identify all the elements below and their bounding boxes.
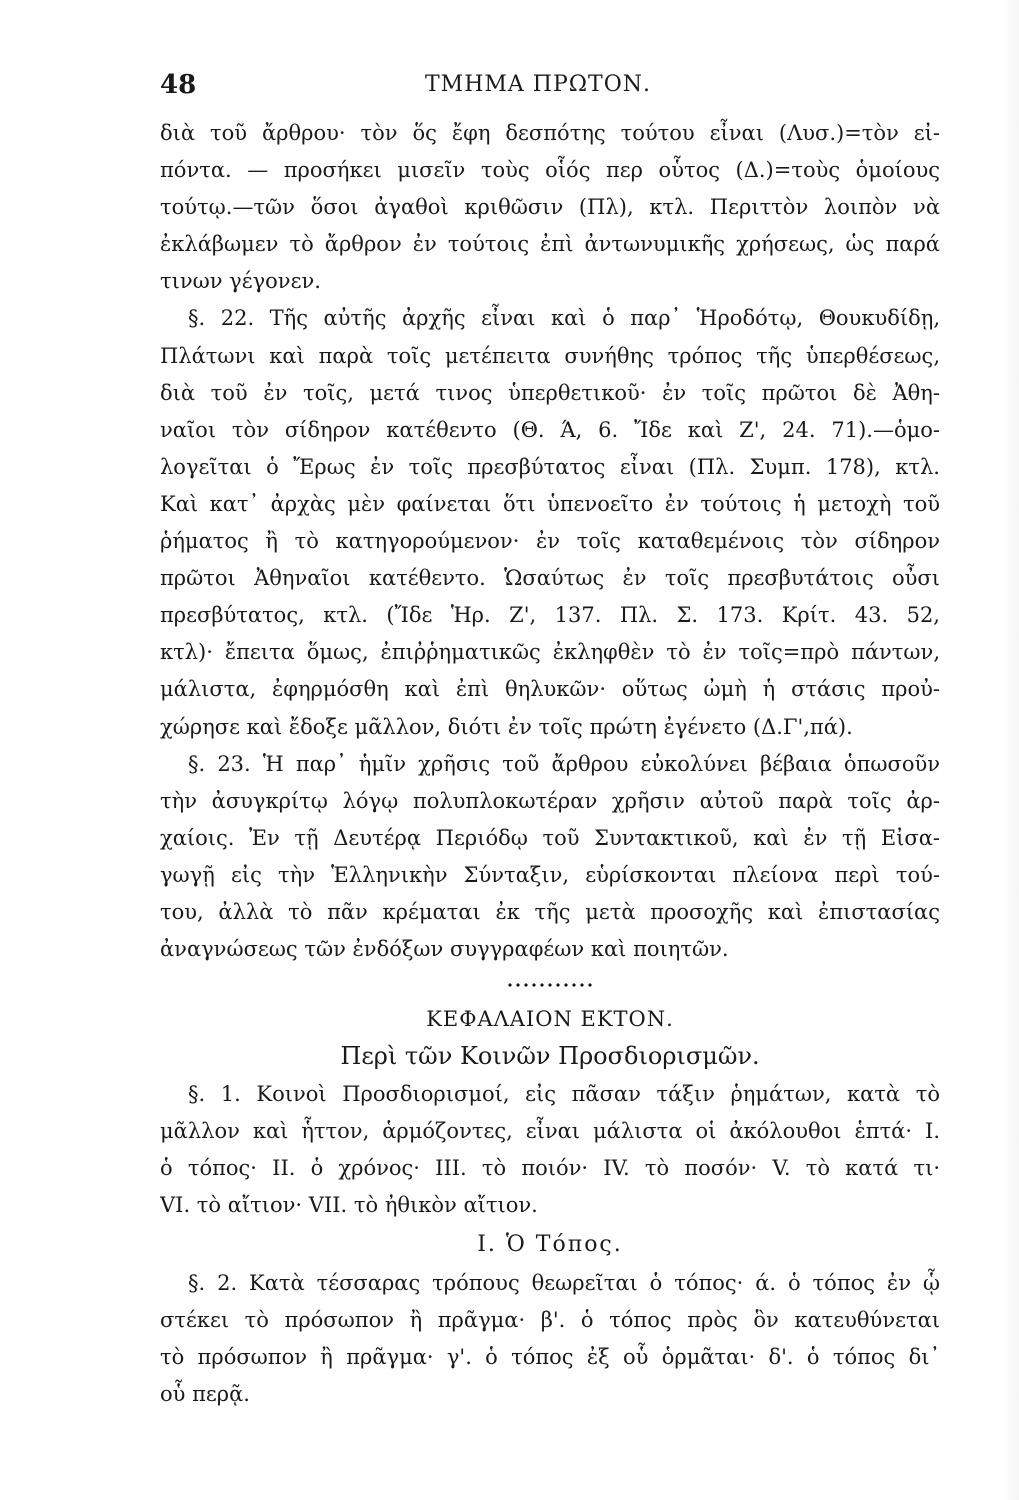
text-line: στέκει τὸ πρόσωπον ἢ πρᾶγμα· β'. ὁ τόπος πρὸς ὃν κατευθύνεται <box>160 1307 940 1332</box>
text-line: οὗ περᾷ. <box>160 1381 250 1406</box>
text-line: VΙ. τὸ αἴτιον· VΙΙ. τὸ ἠθικὸν αἴτιον. <box>160 1193 538 1218</box>
page-header <box>160 70 940 106</box>
chapter-title: Περὶ τῶν Κοινῶν Προσδιορισμῶν. <box>340 1042 760 1071</box>
text-line: διὰ τοῦ ἐν τοῖς, μετά τινος ὑπερθετικοῦ· ἐν τοῖς πρῶτοι δὲ Ἀθη- <box>160 380 940 405</box>
text-line: κτλ)· ἔπειτα ὅμως, ἐπιῤῥηματικῶς ἐκληφθὲν τὸ ἐν τοῖς=πρὸ πάντων, <box>160 640 940 665</box>
text-line: χαίοις. Ἐν τῇ Δευτέρᾳ Περιόδῳ τοῦ Συντακτικοῦ, καὶ ἐν τῇ Εἰσα- <box>160 825 940 850</box>
text-line: ὁ τόπος· ΙΙ. ὁ χρόνος· ΙΙΙ. τὸ ποιόν· ΙV. τὸ ποσόν· V. τὸ κατά τι· <box>160 1156 940 1181</box>
text-line: ῥήματος ἢ τὸ κατηγορούμενον· ἐν τοῖς καταθεμένοις τὸν σίδηρον <box>160 529 940 554</box>
text-line: §. 1. Κοινοὶ Προσδιορισμοί, εἰς πᾶσαν τάξιν ῥημάτων, κατὰ τὸ <box>188 1082 940 1107</box>
chapter-heading: ΚΕΦΑΛΑΙΟΝ ΕΚΤΟΝ. <box>426 1007 674 1032</box>
ornamental-divider <box>160 968 940 1002</box>
text-line: λογεῖται ὁ Ἔρως ἐν τοῖς πρεσβύτατος εἶναι (Πλ. Συμπ. 178), κτλ. <box>160 454 940 479</box>
paragraph-section-23 <box>160 746 940 969</box>
text-line: διὰ τοῦ ἄρθρου· τὸν ὅς ἔφη δεσπότης τούτου εἶναι (Λυσ.)=τὸν εἰ- <box>160 121 940 145</box>
text-line: μᾶλλον καὶ ἧττον, ἁρμόζοντες, εἶναι μάλιστα οἱ ἀκόλουθοι ἑπτά· Ι. <box>160 1119 940 1144</box>
text-line: τούτῳ.—τῶν ὅσοι ἀγαθοὶ κριθῶσιν (Πλ), κτλ. Περιττὸν λοιπὸν νὰ <box>160 195 940 220</box>
paragraph-section-2 <box>160 1265 940 1413</box>
text-line: πόντα. — προσήκει μισεῖν τοὺς οἷός περ οὗτος (Δ.)=τοὺς ὁμοίους <box>160 158 940 183</box>
text-line: §. 2. Κατὰ τέσσαρας τρόπους θεωρεῖται ὁ τόπος· ά. ὁ τόπος ἐν ᾧ <box>188 1270 940 1295</box>
text-line: τὸ πρόσωπον ἢ πρᾶγμα· γ'. ὁ τόπος ἐξ οὗ ὁρμᾶται· δ'. ὁ τόπος δι᾿ <box>160 1344 940 1369</box>
text-line: τὴν ἀσυγκρίτῳ λόγῳ πολυπλοκωτέραν χρῆσιν αὐτοῦ παρὰ τοῖς ἀρ- <box>160 788 940 813</box>
page-edge-shadow <box>1001 0 1019 1500</box>
text-line: ἐκλάβωμεν τὸ ἄρθρον ἐν τούτοις ἐπὶ ἀντωνυμικῆς χρήσεως, ὡς παρά <box>160 232 940 257</box>
text-line: τινων γέγονεν. <box>160 269 321 294</box>
text-line: Καὶ κατ᾿ ἀρχὰς μὲν φαίνεται ὅτι ὑπενοεῖτο ἐν τούτοις ἡ μετοχὴ τοῦ <box>160 491 940 516</box>
text-line: ἀναγνώσεως τῶν ἐνδόξων συγγραφέων καὶ ποιητῶν. <box>160 937 729 962</box>
text-line: §. 23. Ἡ παρ᾿ ἡμῖν χρῆσις τοῦ ἄρθρου εὐκολύνει βέβαια ὁπωσοῦν <box>188 751 940 776</box>
text-line: πρῶτοι Ἀθηναῖοι κατέθεντο. Ὡσαύτως ἐν τοῖς πρεσβυτάτοις οὖσι <box>160 566 940 591</box>
paragraph-section-1 <box>160 1076 940 1224</box>
text-line: ναῖοι τὸν σίδηρον κατέθεντο (Θ. Ά, 6. Ἴδε καὶ Ζ', 24. 71).—ὁμο- <box>160 417 940 442</box>
subsection-heading: Ι. Ὁ Τόπος. <box>477 1231 623 1257</box>
running-head: ΤΜΗΜΑ ΠΡΩΤΟΝ. <box>425 72 651 97</box>
body-text <box>160 115 940 1413</box>
text-line: πρεσβύτατος, κτλ. (Ἴδε Ἡρ. Ζ', 137. Πλ. Σ. 173. Κρίτ. 43. 52, <box>160 603 940 628</box>
text-line: χώρησε καὶ ἔδοξε μᾶλλον, διότι ἐν τοῖς πρώτη ἐγένετο (Δ.Γ',πά). <box>160 714 853 739</box>
text-line: Πλάτωνι καὶ παρὰ τοῖς μετέπειτα συνήθης τρόπος τῆς ὑπερθέσεως, <box>160 343 940 368</box>
text-line: μάλιστα, ἐφηρμόσθη καὶ ἐπὶ θηλυκῶν· οὕτως ὠμὴ ἡ στάσις προὐ- <box>160 677 940 702</box>
text-line: γωγῇ εἰς τὴν Ἑλληνικὴν Σύνταξιν, εὑρίσκονται πλείονα περὶ τού- <box>160 862 940 887</box>
paragraph-continuation <box>160 115 940 300</box>
text-line: του, ἀλλὰ τὸ πᾶν κρέμαται ἐκ τῆς μετὰ προσοχῆς καὶ ἐπιστασίας <box>160 899 940 924</box>
text-line: §. 22. Τῆς αὐτῆς ἀρχῆς εἶναι καὶ ὁ παρ᾿ Ἡροδότῳ, Θουκυδίδῃ, <box>188 306 940 331</box>
paragraph-section-22 <box>160 300 940 745</box>
page-number: 48 <box>160 70 197 100</box>
